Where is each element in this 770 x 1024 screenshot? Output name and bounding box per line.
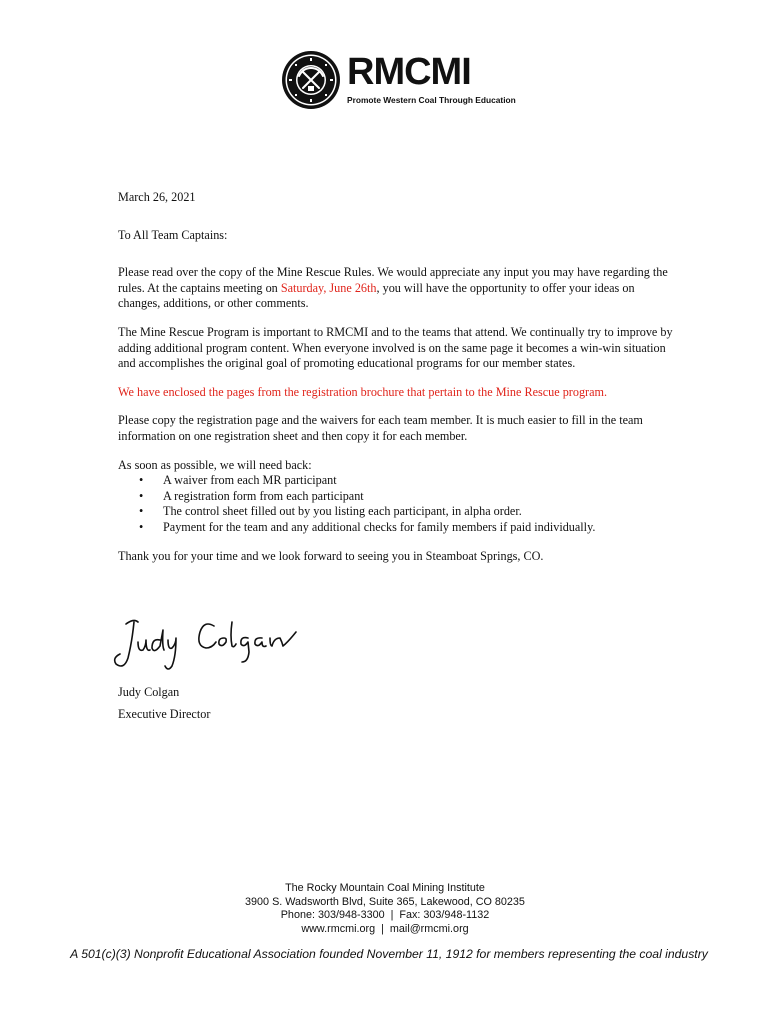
separator: | [381,922,384,935]
brand-tagline: Promote Western Coal Through Education [347,95,516,105]
signer-name: Judy Colgan [118,685,180,699]
paragraph-rules-text-1: Please read over the copy of the Mine Rescue Rules. We would appreciate any input you may have regarding the rules. At the captains meeting on [118,265,668,295]
footer-address: 3900 S. Wadsworth Blvd, Suite 365, Lakewood, CO 80235 [245,895,525,908]
paragraph-enclosed-notice: We have enclosed the pages from the registration brochure that pertain to the Mine Rescue program. [118,384,608,399]
footer-contact [0,882,770,936]
brand-name: RMCMI [347,51,471,93]
bullet-icon: • [139,504,144,519]
separator: | [390,909,394,922]
footer-website: www.rmcmi.org [301,922,376,935]
list-item-text: Payment for the team and any additional checks for family members if paid individually. [163,519,596,534]
paragraph-program: The Mine Rescue Program is important to RMCMI and to the teams that attend. We continually try to improve by adding additional program content. When everyone involved is on the same page it becomes a win-win situation and accomplishes the original goal of promoting educational programs for our member states. [118,324,673,371]
bullet-icon: • [139,488,144,503]
footer-org: The Rocky Mountain Coal Mining Institute [285,882,485,894]
list-item [118,520,678,536]
signer-title: Executive Director [118,707,211,721]
letterhead [281,50,516,110]
paragraph-rules [118,265,678,312]
bullet-icon: • [139,473,144,488]
handwritten-signature [108,612,308,674]
meeting-date-highlight: Saturday, June 26th [280,280,377,295]
bullet-icon: • [139,519,144,534]
list-item-text: The control sheet filled out by you listing each participant, in alpha order. [163,504,522,519]
rmcmi-seal-logo [281,50,341,110]
footer-phone-fax [0,909,770,923]
list-item-text: A waiver from each MR participant [163,473,337,488]
closing-line: Thank you for your time and we look forward to seeing you in Steamboat Springs, CO. [118,548,544,563]
list-intro: As soon as possible, we will need back: [118,457,312,472]
footer-web-email [0,923,770,937]
paragraph-rules-text-2: , you will have the opportunity to offer your ideas on changes, additions, or other comments. [118,280,635,311]
letter-date: March 26, 2021 [118,190,196,204]
list-item-text: A registration form from each participant [163,488,364,503]
paragraph-copy-instructions: Please copy the registration page and the waivers for each team member. It is much easier to fill in the team information on one registration sheet and then copy it for each member. [118,413,643,443]
list-item [118,504,678,520]
letter-body [118,190,678,564]
footer-email: mail@rmcmi.org [389,922,469,935]
footer-phone: Phone: 303/948-3300 [280,909,385,922]
footer-fax: Fax: 303/948-1132 [399,909,490,922]
nonprofit-statement: A 501(c)(3) Nonprofit Educational Association founded November 11, 1912 for members representing the coal industry [70,947,708,961]
list-item [118,473,678,489]
list-item [118,489,678,505]
salutation: To All Team Captains: [118,227,228,242]
requirements-list [118,473,678,535]
